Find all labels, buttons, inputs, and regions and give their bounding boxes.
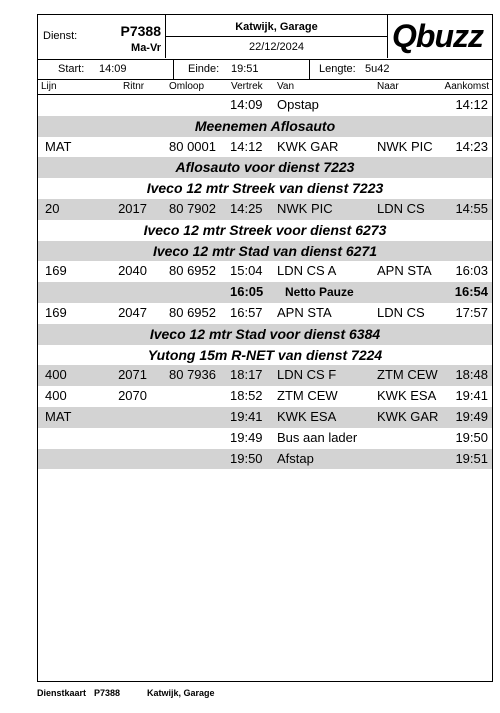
end-cell [174, 60, 310, 79]
vertrek-cell: 18:17 [230, 367, 263, 383]
table-row [38, 261, 492, 282]
section-heading: Meenemen Aflosauto [194, 117, 336, 134]
van-cell: LDN CS F [277, 367, 337, 383]
section-heading: Iveco 12 mtr Streek voor dienst 6273 [143, 221, 387, 238]
activity-cell: Bus aan lader [277, 429, 358, 445]
vertrek-cell: 16:05 [230, 284, 264, 300]
van-cell: NWK PIC [277, 200, 333, 216]
qbuzz-logo: Qbuzz [392, 18, 483, 54]
van-cell: LDN CS A [277, 263, 337, 279]
footer-label: Dienstkaart [37, 688, 87, 698]
end-value: 19:51 [231, 63, 259, 75]
omloop-cell: 80 0001 [169, 138, 216, 154]
schedule-rows [38, 95, 492, 469]
vertrek-cell: 19:49 [230, 429, 263, 445]
table-row [38, 303, 492, 324]
location-name: Katwijk, Garage [235, 21, 318, 33]
naar-cell: ZTM CEW [377, 367, 438, 383]
section-heading: Yutong 15m R-NET van dienst 7224 [147, 346, 383, 363]
start-label: Start: [58, 63, 85, 75]
aankomst-cell: 14:23 [455, 138, 488, 154]
table-row [38, 407, 492, 428]
section-heading-row [38, 345, 492, 366]
naar-cell: KWK GAR [377, 408, 439, 424]
section-heading: Iveco 12 mtr Stad van dienst 6271 [152, 242, 378, 259]
col-omloop: Omloop [169, 81, 205, 92]
table-row [38, 137, 492, 158]
section-heading-row [38, 241, 492, 262]
vertrek-cell: 19:41 [230, 408, 263, 424]
column-headers [38, 80, 492, 95]
times-bar [38, 60, 492, 80]
activity-cell: Opstap [277, 97, 319, 112]
aankomst-cell: 19:41 [455, 388, 488, 404]
table-row [38, 449, 492, 470]
col-van: Van [277, 81, 295, 92]
naar-cell: KWK ESA [377, 388, 437, 404]
activity-cell: Afstap [277, 450, 314, 466]
naar-cell: LDN CS [377, 200, 425, 216]
section-heading-row [38, 220, 492, 241]
vertrek-cell: 15:04 [230, 263, 263, 279]
service-box [38, 15, 166, 58]
vertrek-cell: 14:09 [230, 97, 263, 112]
vertrek-cell: 18:52 [230, 388, 263, 404]
footer-dienst-number: P7388 [94, 688, 121, 698]
table-row [38, 199, 492, 220]
omloop-cell: 80 6952 [169, 304, 216, 320]
lijn-cell: 400 [45, 367, 67, 383]
vertrek-cell: 16:57 [230, 304, 263, 320]
omloop-cell: 80 6952 [169, 263, 216, 279]
van-cell: APN STA [277, 304, 332, 320]
aankomst-cell: 14:55 [455, 200, 488, 216]
vertrek-cell: 14:25 [230, 200, 263, 216]
ritnr-cell: 2047 [118, 304, 147, 320]
dienst-number: P7388 [120, 23, 161, 39]
length-label: Lengte: [319, 63, 356, 75]
naar-cell: LDN CS [377, 304, 425, 320]
aankomst-cell: 16:03 [455, 263, 488, 279]
aankomst-cell: 19:51 [455, 450, 488, 466]
col-lijn: Lijn [41, 81, 57, 92]
van-cell: ZTM CEW [277, 388, 338, 404]
length-value: 5u42 [365, 63, 390, 75]
ritnr-cell: 2040 [118, 263, 147, 279]
omloop-cell: 80 7902 [169, 200, 216, 216]
section-heading-row [38, 116, 492, 137]
vertrek-cell: 14:12 [230, 138, 263, 154]
lijn-cell: 169 [45, 263, 67, 279]
card-header [38, 15, 492, 60]
aankomst-cell: 16:54 [454, 284, 488, 300]
aankomst-cell: 19:49 [455, 408, 488, 424]
aankomst-cell: 18:48 [455, 367, 488, 383]
lijn-cell: 400 [45, 388, 67, 404]
section-heading: Aflosauto voor dienst 7223 [175, 159, 355, 176]
start-value: 14:09 [99, 63, 127, 75]
col-vertrek: Vertrek [231, 81, 263, 92]
ritnr-cell: 2071 [118, 367, 147, 383]
aankomst-cell: 19:50 [455, 429, 488, 445]
table-row [38, 95, 492, 116]
col-aankomst: Aankomst [444, 81, 489, 92]
lijn-cell: MAT [45, 138, 72, 154]
activity-cell: Netto Pauze [285, 285, 354, 300]
date: 22/12/2024 [248, 41, 305, 53]
table-row [38, 386, 492, 407]
section-heading: Iveco 12 mtr Stad voor dienst 6384 [149, 325, 381, 342]
length-cell [310, 60, 492, 79]
logo-box [388, 15, 492, 58]
ritnr-cell: 2017 [118, 200, 147, 216]
table-row [38, 282, 492, 303]
col-naar: Naar [377, 81, 399, 92]
day-type: Ma-Vr [131, 42, 161, 54]
lijn-cell: 20 [45, 200, 60, 216]
start-cell [38, 60, 174, 79]
omloop-cell: 80 7936 [169, 367, 216, 383]
dienst-label: Dienst: [43, 30, 78, 42]
naar-cell: APN STA [377, 263, 432, 279]
section-heading: Iveco 12 mtr Streek van dienst 7223 [146, 180, 384, 197]
table-row [38, 428, 492, 449]
aankomst-cell: 14:12 [455, 97, 488, 112]
col-ritnr: Ritnr [123, 81, 145, 92]
lijn-cell: MAT [45, 408, 72, 424]
ritnr-cell: 2070 [118, 388, 147, 404]
naar-cell: NWK PIC [377, 138, 433, 154]
divider [166, 36, 387, 37]
section-heading-row [38, 324, 492, 345]
van-cell: KWK GAR [277, 138, 339, 154]
lijn-cell: 169 [45, 304, 67, 320]
van-cell: KWK ESA [277, 408, 337, 424]
footer-location: Katwijk, Garage [147, 688, 215, 698]
section-heading-row [38, 157, 492, 178]
service-card [37, 14, 493, 682]
vertrek-cell: 19:50 [230, 450, 263, 466]
section-heading-row [38, 178, 492, 199]
aankomst-cell: 17:57 [455, 304, 488, 320]
end-label: Einde: [188, 63, 220, 75]
table-row [38, 365, 492, 386]
location-box [166, 15, 388, 58]
